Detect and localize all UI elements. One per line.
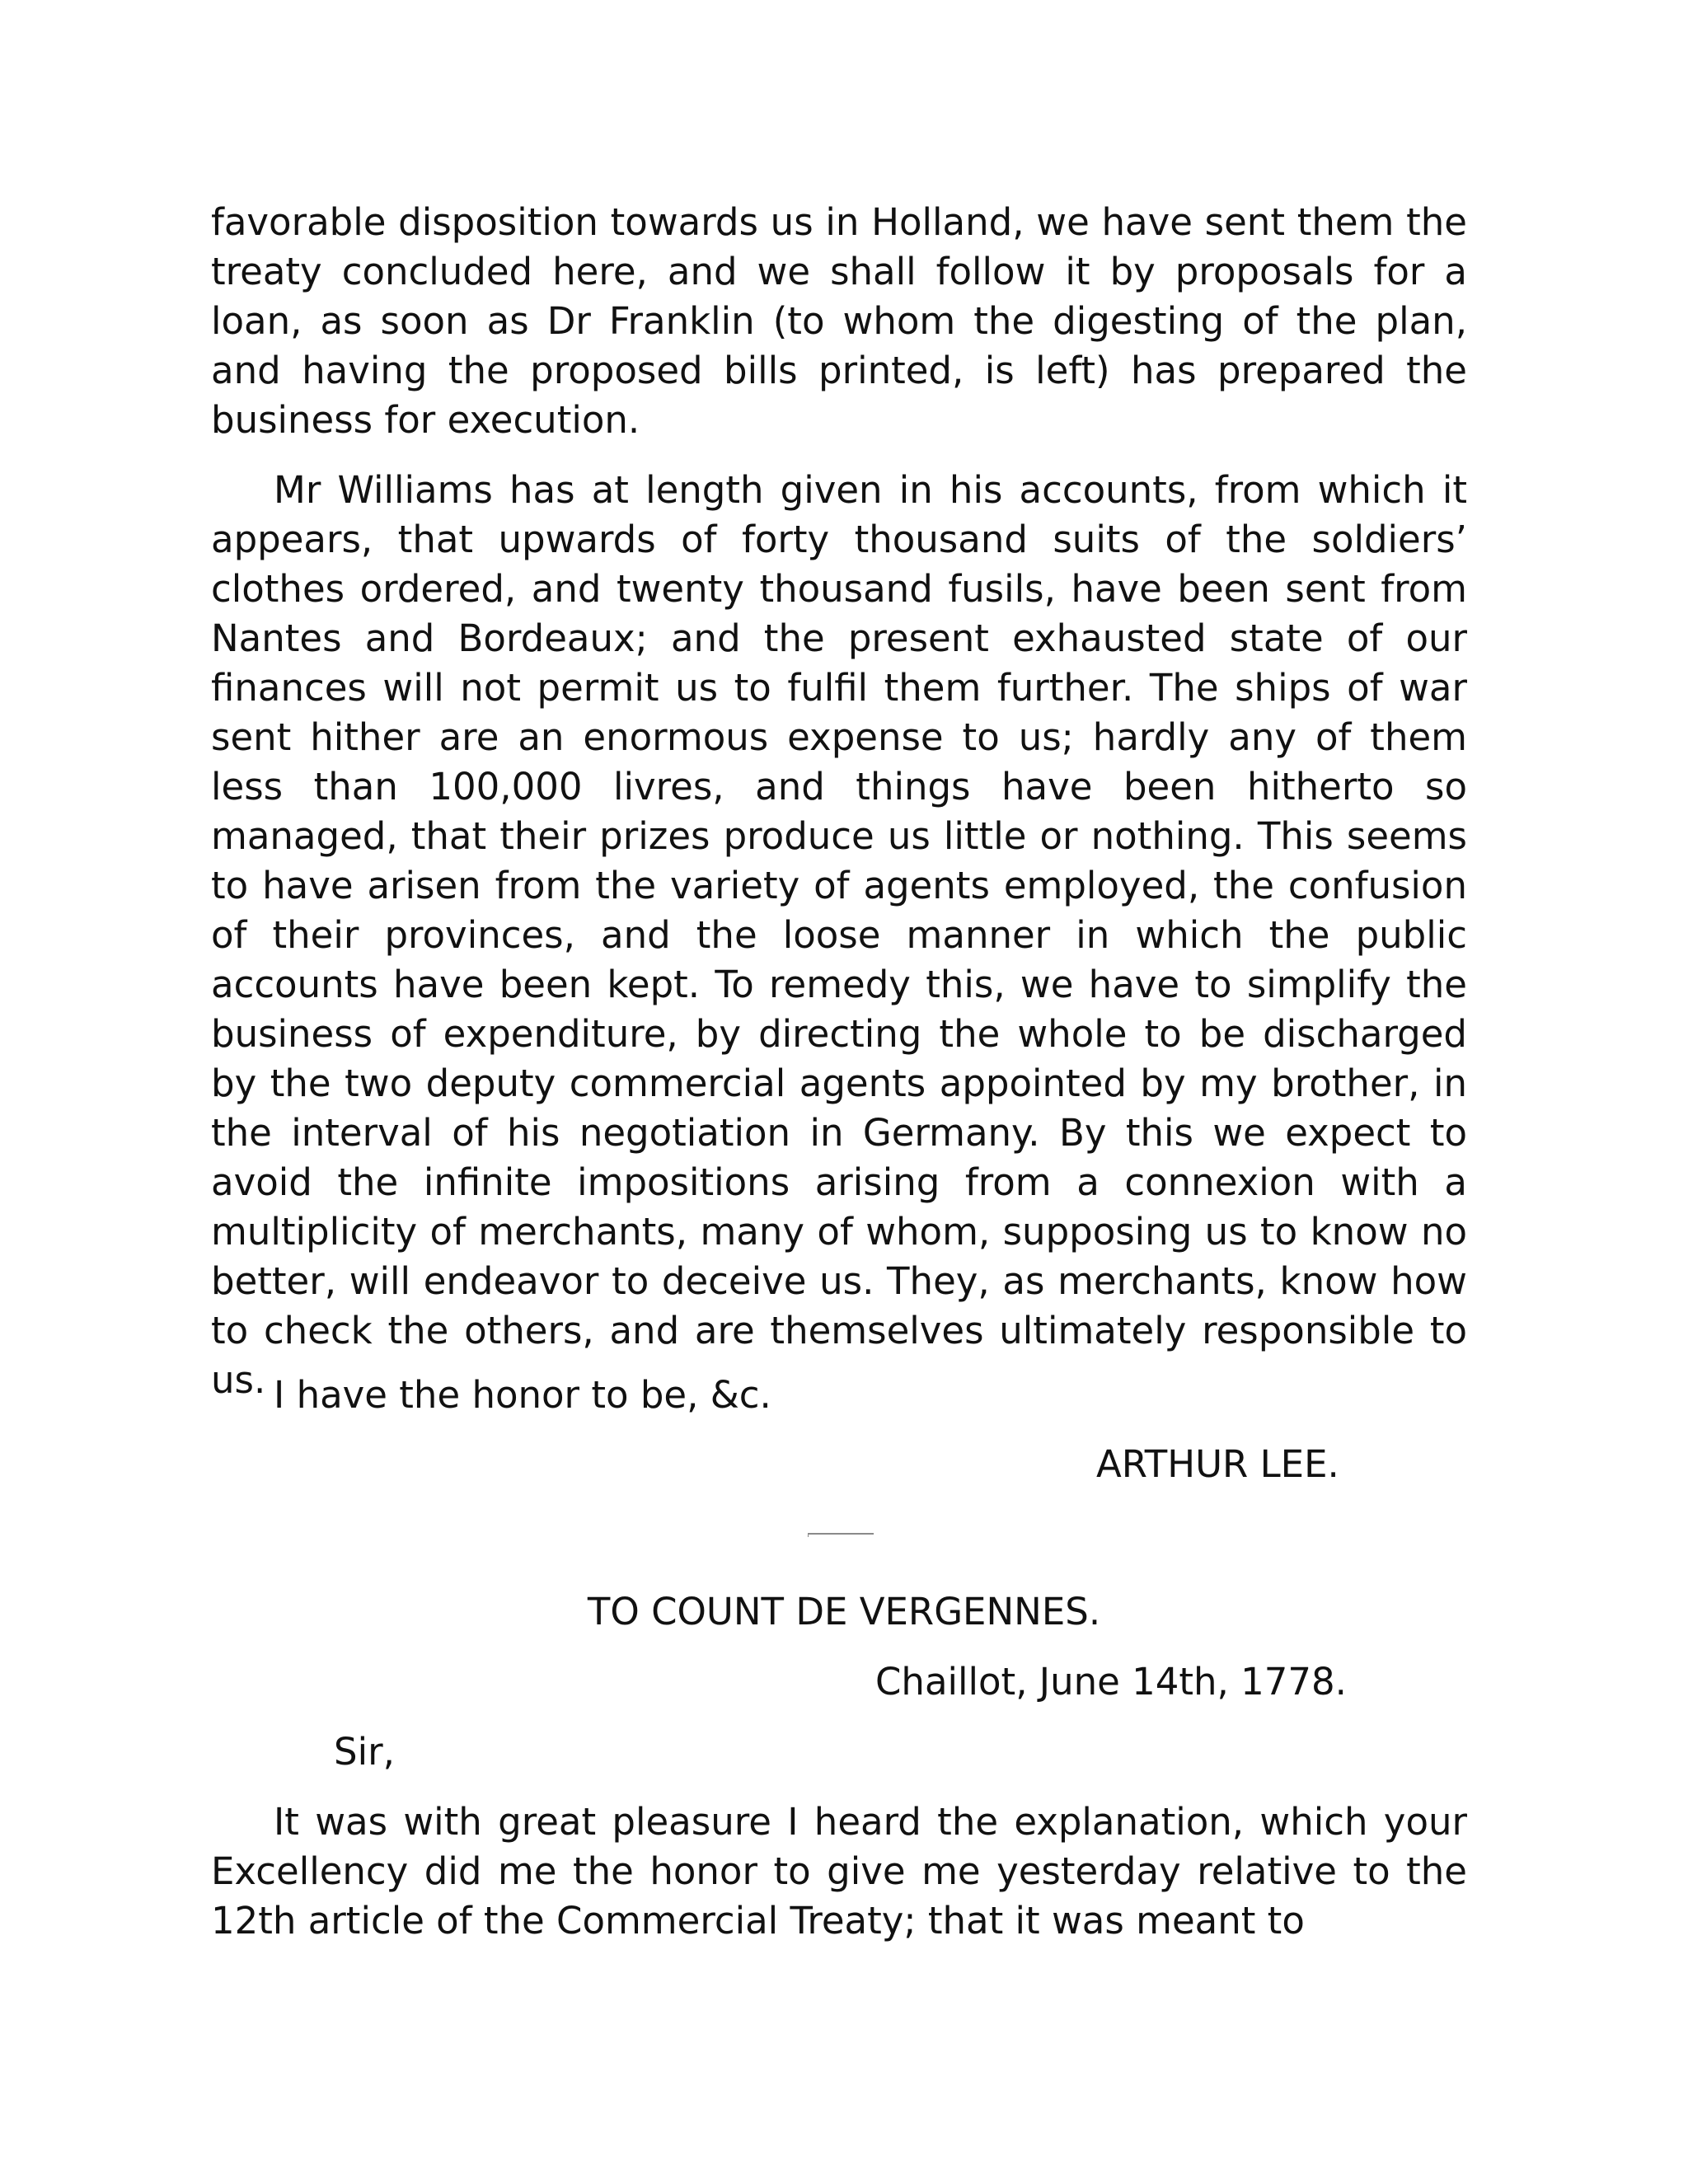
letter-signature: ARTHUR LEE. (1096, 1442, 1339, 1486)
letter-salutation: Sir, (334, 1730, 395, 1774)
letter-paragraph: favorable disposition towards us in Holland, we have sent them the treaty concluded here, and we shall follow it by proposals for a loan, as soon as Dr Franklin (to whom the digesting of the plan, and having the proposed bills printed, is left) has prepared the business for execution. (211, 200, 1467, 442)
letter-closing: I have the honor to be, &c. (274, 1373, 771, 1417)
section-divider (808, 1533, 874, 1537)
letter-dateline: Chaillot, June 14th, 1778. (875, 1660, 1347, 1704)
letter-paragraph: Mr Williams has at length given in his accounts, from which it appears, that upwards of forty thousand suits of the soldiers’ clothes ordered, and twenty thousand fusils, have been sent from Nantes and Bordeaux; and the present exhausted state of our finances will not permit us to fulfil them further. The ships of war sent hither are an enormous expense to us; hardly any of them less than 100,000 livres, and things have been hitherto so managed, that their prizes produce us little or nothing. This seems to have arisen from the variety of agents employed, the confusion of their provinces, and the loose manner in which the public accounts have been kept. To remedy this, we have to simplify the business of expenditure, by directing the whole to be discharged by the two deputy commercial agents appointed by my brother, in the interval of his negotiation in Germany. By this we expect to avoid the infinite impositions arising from a connexion with a multiplicity of merchants, many of whom, supposing us to know no better, will endeavor to deceive us. They, as merchants, know how to check the others, and are themselves ultimately responsible to us. (211, 468, 1467, 1402)
letter-heading: TO COUNT DE VERGENNES. (587, 1590, 1101, 1633)
letter-paragraph: It was with great pleasure I heard the explanation, which your Excellency did me the honor to give me yesterday relative to the 12th article of the Commercial Treaty; that it was meant to (211, 1800, 1467, 1943)
